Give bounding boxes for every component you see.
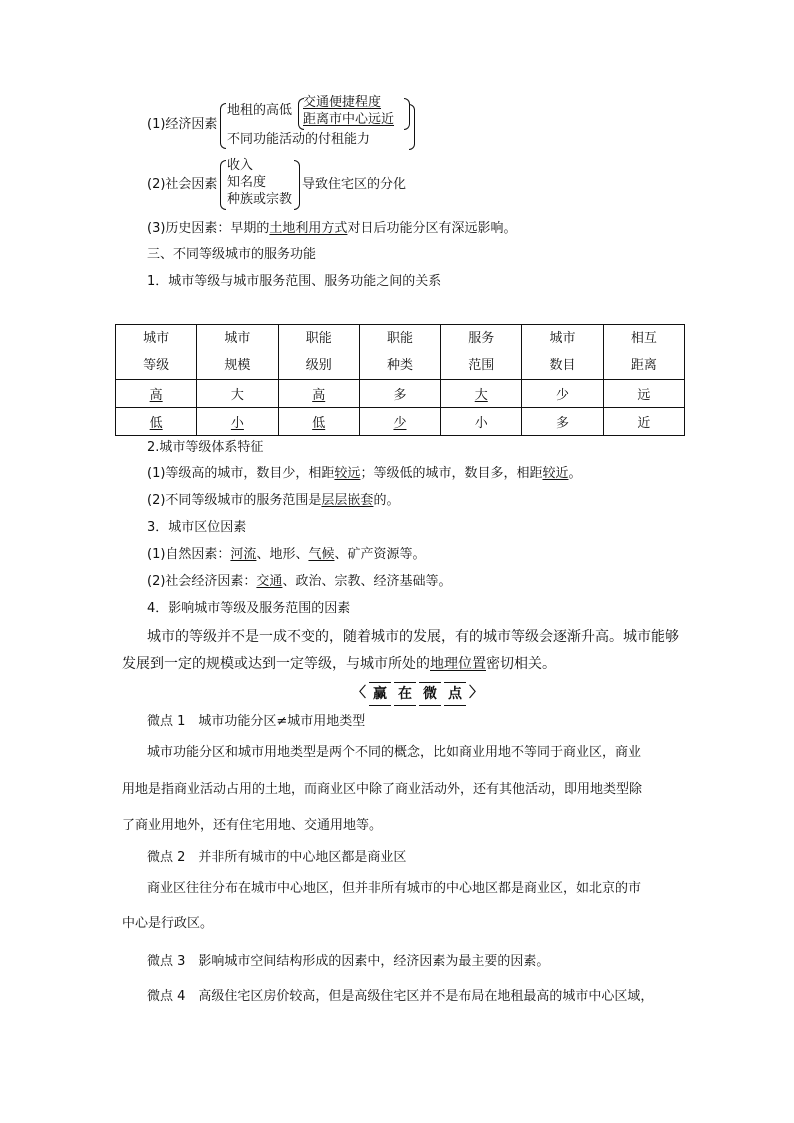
table-header: 职能 级别 — [278, 325, 359, 380]
banner-char: 在 — [394, 682, 416, 706]
right-brace — [409, 104, 415, 150]
subheading-4: 4．影响城市等级及服务范围的因素 — [147, 601, 351, 616]
subheading-1: 1．城市等级与城市服务范围、服务功能之间的关系 — [147, 274, 442, 289]
history-line: (3)历史因素：早期的土地利用方式对日后功能分区有深远影响。 — [147, 221, 517, 236]
social-result: 导致住宅区的分化 — [302, 177, 407, 192]
sub4-para-line-2: 发展到一定的规模或达到一定等级，与城市所处的地理位置密切相关。 — [122, 656, 556, 672]
point-1-line: 了商业用地外，还有住宅用地、交通用地等。 — [122, 818, 383, 833]
econ-label: (1)经济因素 — [147, 117, 218, 132]
table-header: 服务 范围 — [441, 325, 522, 380]
table-cell: 高 — [116, 380, 197, 408]
sub4-para-line-1: 城市的等级并不是一成不变的，随着城市的发展，有的城市等级会逐渐升高。城市能够 — [147, 629, 679, 645]
table-header: 城市 数目 — [522, 325, 603, 380]
table-row — [116, 380, 685, 408]
sub3-line-1: (1)自然因素：河流、地形、气候、矿产资源等。 — [147, 547, 426, 562]
sub2-line-1: (1)等级高的城市，数目少，相距较远；等级低的城市，数目多，相距较近。 — [147, 466, 582, 481]
table-header: 城市 等级 — [116, 325, 197, 380]
point-1-line: 用地是指商业活动占用的土地，而商业区中除了商业活动外，还有其他活动，即用地类型除 — [122, 782, 643, 797]
point-3: 微点 3 影响城市空间结构形成的因素中，经济因素为最主要的因素。 — [147, 954, 550, 969]
sub3-line-2: (2)社会经济因素：交通、政治、宗教、经济基础等。 — [147, 574, 452, 589]
point-2-line: 商业区往往分布在城市中心地区，但并非所有城市的中心地区都是商业区，如北京的市 — [147, 881, 642, 896]
table-cell: 多 — [359, 380, 440, 408]
table-cell: 小 — [197, 408, 278, 436]
point-1-line: 城市功能分区和城市用地类型是两个不同的概念，比如商业用地不等同于商业区，商业 — [147, 745, 642, 760]
subheading-3: 3．城市区位因素 — [147, 520, 247, 535]
table-cell: 少 — [359, 408, 440, 436]
subheading-2: 2.城市等级体系特征 — [147, 440, 264, 455]
right-brace — [294, 160, 300, 210]
chevron-left-icon: 〈 — [352, 685, 366, 701]
banner-char: 赢 — [369, 682, 391, 706]
table-cell: 高 — [278, 380, 359, 408]
econ-a2: 距离市中心远近 — [303, 112, 395, 127]
social-3: 种族或宗教 — [227, 192, 293, 207]
left-brace — [220, 103, 226, 149]
table-row — [116, 408, 685, 436]
social-label: (2)社会因素 — [147, 177, 218, 192]
table-header: 职能 种类 — [359, 325, 440, 380]
left-brace — [220, 160, 226, 210]
table-cell: 低 — [116, 408, 197, 436]
chevron-right-icon: 〉 — [469, 685, 483, 701]
table-header-row — [116, 325, 685, 380]
point-1-title: 微点 1 城市功能分区≠城市用地类型 — [147, 714, 366, 729]
table-cell: 大 — [441, 380, 522, 408]
table-cell: 远 — [603, 380, 684, 408]
point-2-line: 中心是行政区。 — [122, 916, 214, 931]
table-cell: 多 — [522, 408, 603, 436]
table-cell: 低 — [278, 408, 359, 436]
point-4: 微点 4 高级住宅区房价较高，但是高级住宅区并不是布局在地租最高的城市中心区域， — [147, 989, 654, 1004]
section-heading: 三、不同等级城市的服务功能 — [147, 247, 317, 262]
table-cell: 小 — [441, 408, 522, 436]
banner-char: 点 — [444, 682, 466, 706]
social-1: 收入 — [227, 158, 254, 173]
social-2: 知名度 — [227, 175, 267, 190]
section-banner — [352, 682, 483, 704]
econ-a1: 交通便捷程度 — [303, 95, 382, 110]
city-level-table — [115, 324, 685, 436]
econ-a: 地租的高低 — [227, 103, 293, 118]
point-2-title: 微点 2 并非所有城市的中心地区都是商业区 — [147, 850, 407, 865]
table-cell: 少 — [522, 380, 603, 408]
econ-b: 不同功能活动的付租能力 — [227, 132, 371, 147]
table-header: 城市 规模 — [197, 325, 278, 380]
table-header: 相互 距离 — [603, 325, 684, 380]
banner-char: 微 — [419, 682, 441, 706]
table-cell: 大 — [197, 380, 278, 408]
sub2-line-2: (2)不同等级城市的服务范围是层层嵌套的。 — [147, 493, 400, 508]
table-cell: 近 — [603, 408, 684, 436]
